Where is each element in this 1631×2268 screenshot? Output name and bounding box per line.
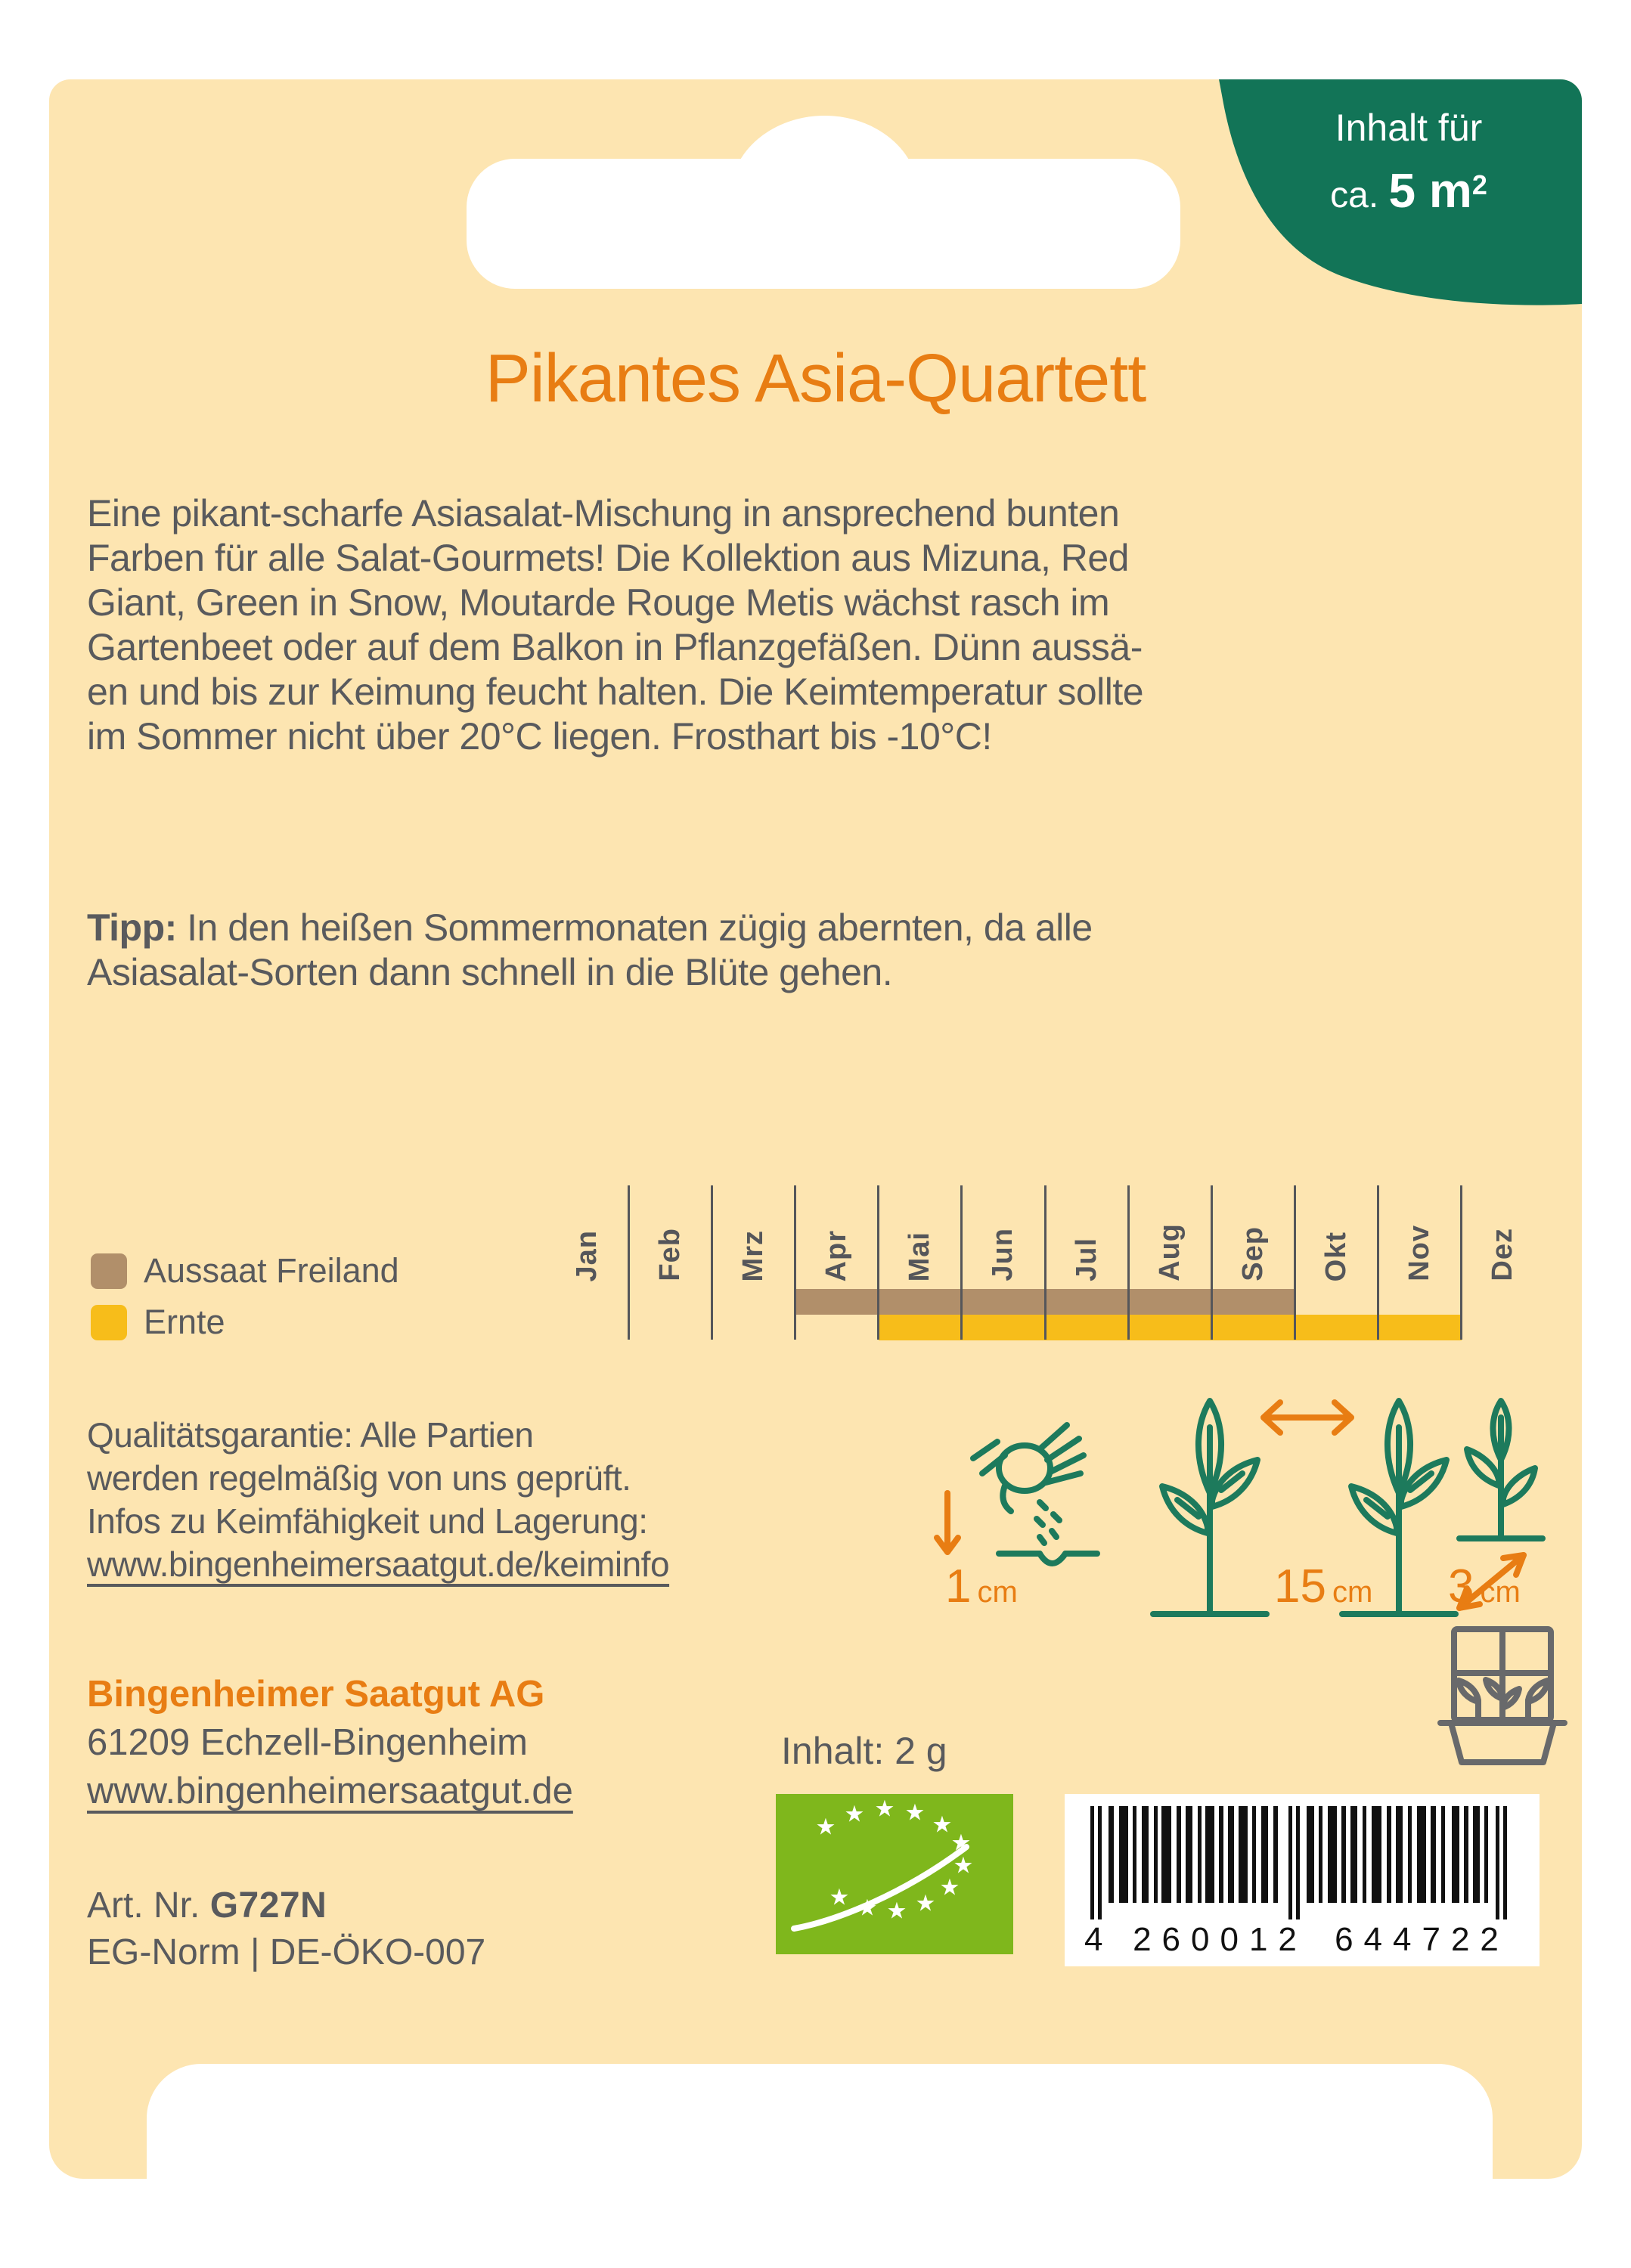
star-icon: ★ bbox=[857, 1895, 878, 1922]
star-icon: ★ bbox=[844, 1801, 865, 1828]
legend-label: Aussaat Freiland bbox=[144, 1251, 399, 1290]
month-label-apr: Apr bbox=[820, 1229, 853, 1281]
month-label-feb: Feb bbox=[653, 1228, 686, 1281]
star-icon: ★ bbox=[815, 1814, 836, 1841]
page-title: Pikantes Asia-Quartett bbox=[485, 341, 1146, 417]
publisher-website: www.bingenheimersaatgut.de bbox=[87, 1771, 573, 1811]
month-label-aug: Aug bbox=[1153, 1223, 1186, 1281]
barcode-right-group: 644722 bbox=[1335, 1921, 1509, 1958]
coverage-prefix: ca. bbox=[1330, 175, 1389, 215]
seed-packet-back bbox=[49, 79, 1582, 2179]
month-label-mrz: Mrz bbox=[736, 1229, 769, 1281]
hang-slot bbox=[467, 159, 1180, 289]
content-weight: Inhalt: 2 g bbox=[781, 1730, 947, 1772]
barcode-bars bbox=[1090, 1806, 1514, 1927]
month-separator bbox=[1460, 1185, 1462, 1340]
star-icon: ★ bbox=[886, 1898, 907, 1925]
sowing-depth-label bbox=[945, 1560, 1018, 1613]
month-separator bbox=[794, 1185, 796, 1340]
publisher-city: 61209 Echzell-Bingenheim bbox=[87, 1722, 528, 1763]
article-number: G727N bbox=[209, 1885, 327, 1926]
quality-line: werden regelmäßig von uns geprüft. bbox=[87, 1458, 631, 1498]
legend-swatch bbox=[91, 1253, 127, 1289]
depth-value: 1 bbox=[945, 1560, 972, 1613]
coverage-badge bbox=[1264, 101, 1553, 225]
star-icon: ★ bbox=[950, 1830, 972, 1857]
plant-distance-unit: cm bbox=[1480, 1576, 1521, 1609]
row-distance-label bbox=[1274, 1560, 1372, 1613]
depth-unit: cm bbox=[977, 1576, 1018, 1609]
plant-distance-value: 3 bbox=[1448, 1560, 1474, 1613]
star-icon: ★ bbox=[953, 1852, 974, 1879]
month-label-okt: Okt bbox=[1320, 1231, 1353, 1281]
quality-line: Infos zu Keimfähigkeit und Lagerung: bbox=[87, 1501, 648, 1541]
month-label-mai: Mai bbox=[904, 1231, 936, 1281]
month-separator bbox=[628, 1185, 630, 1340]
coverage-badge-line2 bbox=[1264, 156, 1553, 226]
tip-text bbox=[87, 906, 1093, 995]
barcode-left-group: 260012 bbox=[1133, 1921, 1307, 1958]
month-separator bbox=[1044, 1185, 1047, 1340]
sowing-hand-icon bbox=[926, 1404, 1108, 1570]
row-distance-unit: cm bbox=[1332, 1576, 1373, 1609]
star-icon: ★ bbox=[915, 1890, 936, 1917]
publisher-name: Bingenheimer Saatgut AG bbox=[87, 1674, 545, 1715]
month-label-sep: Sep bbox=[1236, 1226, 1269, 1281]
plant-distance-label bbox=[1448, 1560, 1521, 1613]
month-separator bbox=[877, 1185, 879, 1340]
description-line: im Sommer nicht über 20°C liegen. Frosthart bis -10°C! bbox=[87, 715, 992, 758]
legend-swatch bbox=[91, 1305, 127, 1340]
barcode bbox=[1065, 1794, 1540, 1966]
coverage-exponent: 2 bbox=[1471, 169, 1487, 200]
keiminfo-url: www.bingenheimersaatgut.de/keiminfo bbox=[87, 1545, 670, 1584]
balcony-window-box-icon bbox=[1418, 1623, 1582, 1767]
coverage-badge-line1: Inhalt für bbox=[1335, 107, 1483, 149]
tip-line1 bbox=[87, 906, 1093, 950]
eg-norm-line: EG-Norm | DE-ÖKO-007 bbox=[87, 1932, 486, 1972]
star-icon: ★ bbox=[829, 1884, 850, 1911]
barcode-lead-digit: 4 bbox=[1084, 1921, 1103, 1958]
calendar-bar-ernte bbox=[879, 1315, 1462, 1340]
tip-label: Tipp: bbox=[87, 906, 177, 949]
description-line: en und bis zur Keimung feucht halten. Die Keimtemperatur sollte bbox=[87, 671, 1144, 713]
month-label-jul: Jul bbox=[1070, 1238, 1102, 1281]
month-label-jan: Jan bbox=[570, 1229, 603, 1281]
star-icon: ★ bbox=[939, 1874, 960, 1901]
description-text bbox=[87, 491, 1143, 759]
month-label-nov: Nov bbox=[1403, 1225, 1436, 1281]
month-separator bbox=[1294, 1185, 1296, 1340]
legend-row-aussaat-freiland bbox=[91, 1253, 399, 1289]
quality-line: Qualitätsgarantie: Alle Partien bbox=[87, 1415, 534, 1455]
description-line: Giant, Green in Snow, Moutarde Rouge Metis wächst rasch im bbox=[87, 581, 1110, 624]
month-separator bbox=[960, 1185, 963, 1340]
description-line: Farben für alle Salat-Gourmets! Die Kollektion aus Mizuna, Red bbox=[87, 537, 1129, 579]
eu-organic-logo bbox=[776, 1794, 1013, 1954]
bottom-seal bbox=[147, 2064, 1493, 2179]
month-separator bbox=[1211, 1185, 1213, 1340]
article-prefix: Art. Nr. bbox=[87, 1885, 210, 1926]
tip-rest: In den heißen Sommermonaten zügig abernten, da alle bbox=[176, 906, 1093, 949]
legend-label: Ernte bbox=[144, 1303, 225, 1341]
month-separator bbox=[1377, 1185, 1379, 1340]
legend-row-ernte bbox=[91, 1304, 225, 1340]
row-distance-value: 15 bbox=[1274, 1560, 1326, 1613]
row-distance-arrow bbox=[1264, 1402, 1351, 1433]
description-line: Gartenbeet oder auf dem Balkon in Pflanzgefäßen. Dünn aussä- bbox=[87, 626, 1143, 668]
month-label-jun: Jun bbox=[987, 1228, 1019, 1281]
article-number-line bbox=[87, 1885, 327, 1926]
tip-line2: Asiasalat-Sorten dann schnell in die Blüte gehen. bbox=[87, 951, 893, 993]
star-icon: ★ bbox=[932, 1811, 953, 1839]
coverage-value: 5 m bbox=[1388, 163, 1472, 218]
quality-guarantee-text bbox=[87, 1414, 669, 1586]
month-separator bbox=[711, 1185, 713, 1340]
star-icon: ★ bbox=[904, 1799, 926, 1826]
star-icon: ★ bbox=[874, 1796, 895, 1823]
month-label-dez: Dez bbox=[1487, 1228, 1519, 1281]
month-separator bbox=[1127, 1185, 1130, 1340]
barcode-digits bbox=[1084, 1921, 1523, 1959]
description-line: Eine pikant-scharfe Asiasalat-Mischung in ansprechend bunten bbox=[87, 492, 1120, 534]
